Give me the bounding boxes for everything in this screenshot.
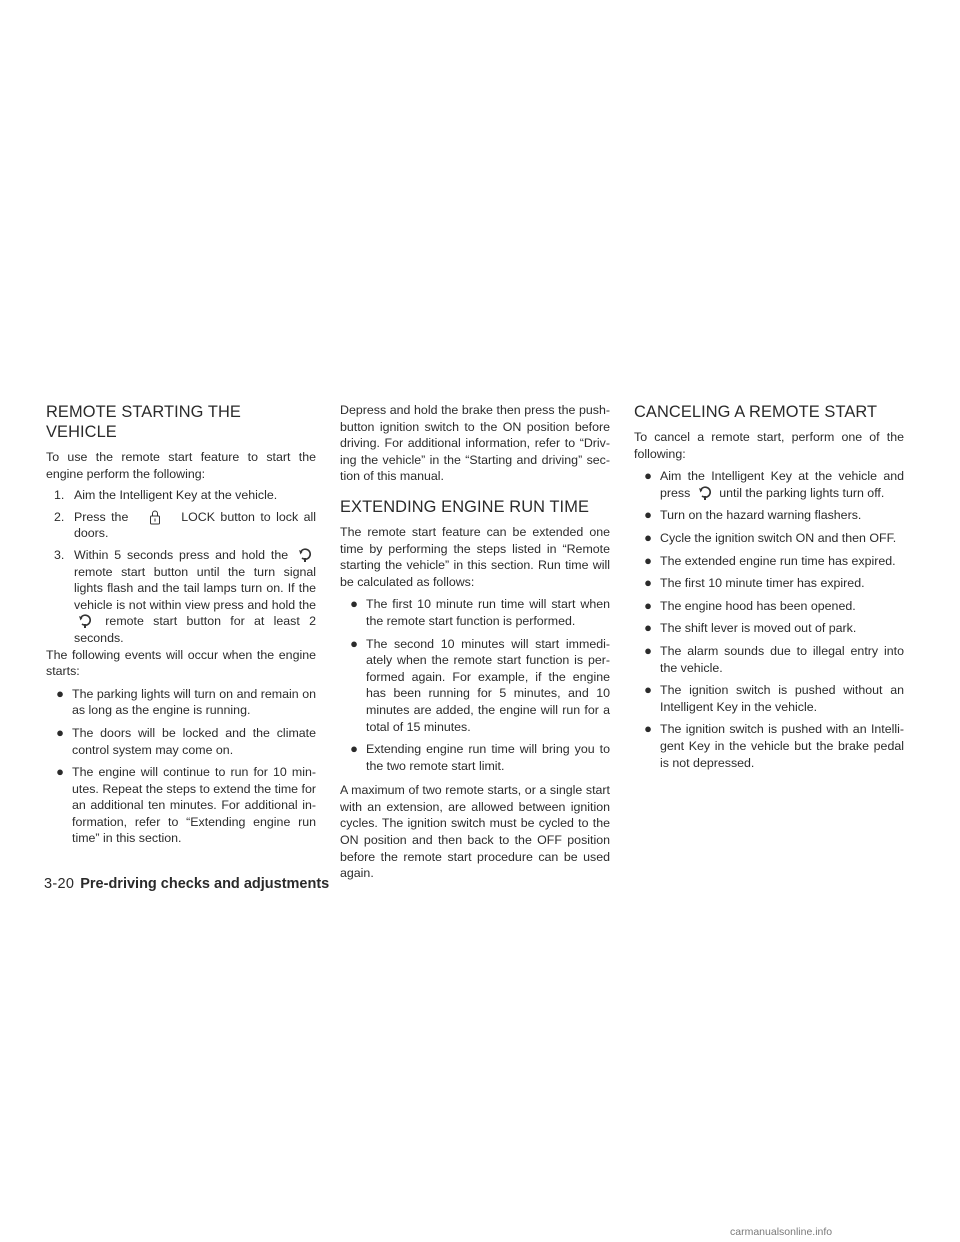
section-title: Pre-driving checks and adjustments	[80, 876, 330, 892]
bullet-text: The second 10 minutes will start immedi- ately when the remote start function is per- formed again. For example, if the engine has been running for 5 minutes, and 10 minutes are added, the engine will run for a total of 15 minutes.	[366, 636, 610, 734]
bullet-mark: ●	[644, 597, 652, 613]
step-text: Aim the Intelligent Key at the vehicle.	[74, 488, 278, 503]
bullet-text: The extended engine run time has expired.	[660, 553, 896, 568]
continuation-text: Depress and hold the brake then press the push- button ignition switch to the ON position before driving. For additional information, refer to “Driv- ing the vehicle” in the “Starting and driving” sec- tion of this manual.	[340, 403, 610, 484]
bullet-mark: ●	[350, 741, 358, 757]
page-number: 3-20	[44, 876, 75, 892]
bullet-mark: ●	[350, 596, 358, 612]
step-number: 2.	[54, 509, 65, 524]
step-text-pre: Within 5 seconds press and hold the	[74, 547, 289, 562]
bullet-text-post: until the parking lights turn off.	[719, 485, 885, 500]
bullet-mark: ●	[56, 685, 64, 701]
bullet-text: The ignition switch is pushed with an Intelli- gent Key in the vehicle but the brake pedal is not depressed.	[660, 722, 904, 770]
closing-text: A maximum of two remote starts, or a single start with an extension, are allowed between ignition cycles. The ignition switch must be cycled to the ON position and then back to the OFF position before the remote start procedure can be used again.	[340, 783, 610, 881]
list-item	[340, 596, 610, 629]
list-item	[340, 741, 610, 774]
bullet-text: The engine will continue to run for 10 min- utes. Repeat the steps to extend the time for an additional ten minutes. For additional in- formation, refer to “Extending engine run time” in this section.	[72, 765, 316, 846]
bullet-mark: ●	[644, 507, 652, 523]
bullet-mark: ●	[644, 575, 652, 591]
list-item	[340, 636, 610, 736]
bullet-mark: ●	[56, 764, 64, 780]
intro-remote-starting: To use the remote start feature to start the engine perform the following:	[46, 450, 316, 481]
bullet-text: The engine hood has been opened.	[660, 598, 856, 613]
page-footer	[44, 876, 329, 892]
list-item	[634, 643, 904, 676]
list-item	[634, 682, 904, 715]
list-item	[634, 620, 904, 637]
bullet-text: The alarm sounds due to illegal entry into the vehicle.	[660, 643, 904, 675]
watermark: carmanualsonline.info	[730, 1226, 833, 1238]
step-number: 1.	[54, 488, 65, 503]
bullet-mark: ●	[644, 682, 652, 698]
bullet-text: Turn on the hazard warning flashers.	[660, 508, 862, 523]
bullet-text: Extending engine run time will bring you to the two remote start limit.	[366, 742, 610, 773]
bullet-mark: ●	[644, 620, 652, 636]
step-text-pre: Press the	[74, 509, 129, 524]
step-text-post: LOCK button to lock all doors.	[74, 509, 316, 541]
step-1	[46, 487, 316, 504]
list-item	[634, 507, 904, 524]
list-item	[46, 686, 316, 719]
bullet-mark: ●	[644, 468, 652, 484]
list-item	[634, 468, 904, 501]
list-item	[634, 598, 904, 615]
intro-canceling: To cancel a remote start, perform one of the following:	[634, 430, 904, 461]
step-3	[46, 547, 316, 647]
bullet-text: The first 10 minute timer has expired.	[660, 576, 865, 591]
intro-extending: The remote start feature can be extended one time by performing the steps listed in “Remote starting the vehicle” in this section. Run time will be calculated as follows:	[340, 524, 610, 589]
bullet-mark: ●	[644, 529, 652, 545]
heading-remote-starting: REMOTE STARTING THE VEHICLE	[46, 403, 241, 441]
remote-start-icon	[694, 485, 716, 499]
column-remote-starting	[46, 402, 316, 847]
step-text-post: remote start button until the turn signal lights flash and the tail lamps turn on. If the vehicle is not within view press and hold the	[74, 564, 316, 612]
column-canceling	[634, 402, 904, 771]
step-number: 3.	[54, 547, 65, 562]
heading-canceling: CANCELING A REMOTE START	[634, 403, 878, 421]
remote-start-icon	[294, 547, 316, 561]
events-intro: The following events will occur when the engine starts:	[46, 647, 316, 679]
list-item	[634, 575, 904, 592]
heading-extending-run-time: EXTENDING ENGINE RUN TIME	[340, 497, 589, 516]
list-item	[46, 725, 316, 758]
list-item	[46, 764, 316, 847]
lock-icon	[134, 509, 176, 523]
bullet-text: The parking lights will turn on and remain on as long as the engine is running.	[72, 686, 316, 718]
bullet-text: Cycle the ignition switch ON and then OFF.	[660, 530, 897, 545]
list-item	[634, 553, 904, 570]
bullet-mark: ●	[644, 552, 652, 568]
bullet-text: The first 10 minute run time will start when the remote start function is performed.	[366, 597, 610, 628]
bullet-mark: ●	[644, 642, 652, 658]
remote-start-icon	[74, 613, 96, 627]
bullet-text: The ignition switch is pushed without an Intelligent Key in the vehicle.	[660, 683, 904, 714]
step-2	[46, 509, 316, 542]
column-extending-run-time	[340, 402, 610, 882]
bullet-text: The doors will be locked and the climate control system may come on.	[72, 725, 316, 757]
list-item	[634, 530, 904, 547]
bullet-mark: ●	[56, 724, 64, 740]
list-item	[634, 721, 904, 771]
bullet-text: The shift lever is moved out of park.	[660, 621, 857, 636]
bullet-text-pre: Aim the Intelligent Key at the vehicle and press	[660, 469, 904, 500]
bullet-mark: ●	[350, 635, 358, 651]
step-text-post2: remote start button for at least 2 seconds.	[74, 614, 316, 645]
bullet-mark: ●	[644, 721, 652, 737]
